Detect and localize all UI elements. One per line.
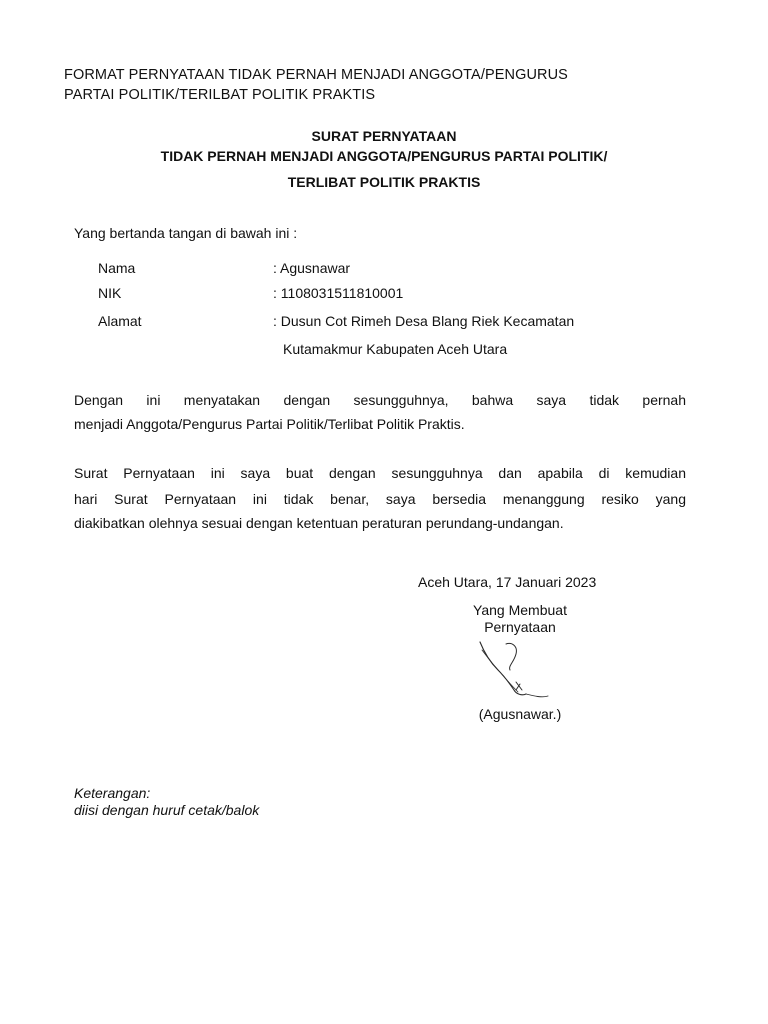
paragraph-2-line-3: diakibatkan olehnya sesuai dengan ketentuan peraturan perundang-undangan. xyxy=(74,515,564,531)
title-line-3: TERLIBAT POLITIK PRAKTIS xyxy=(287,174,481,190)
title-line-2: TIDAK PERNAH MENJADI ANGGOTA/PENGURUS PARTAI POLITIK/ xyxy=(160,148,608,164)
paragraph-1-line-1: Dengan ini menyatakan dengan sesungguhnya, bahwa saya tidak pernah xyxy=(74,392,686,408)
format-heading-line-2: PARTAI POLITIK/TERILBAT POLITIK PRAKTIS xyxy=(64,87,376,103)
format-heading-line-1: FORMAT PERNYATAAN TIDAK PERNAH MENJADI ANGGOTA/PENGURUS xyxy=(64,67,568,83)
title-line-1: SURAT PERNYATAAN xyxy=(311,128,457,144)
note-text: diisi dengan huruf cetak/balok xyxy=(74,802,260,818)
maker-line-1: Yang Membuat xyxy=(473,602,567,618)
address-value-line-2: Kutamakmur Kabupaten Aceh Utara xyxy=(283,341,508,357)
address-value-line-1: : Dusun Cot Rimeh Desa Blang Riek Kecamatan xyxy=(273,313,575,329)
maker-line-2: Pernyataan xyxy=(484,619,556,635)
note-label: Keterangan: xyxy=(74,785,151,801)
nik-value: : 1108031511810001 xyxy=(273,285,404,301)
paragraph-1-line-2: menjadi Anggota/Pengurus Partai Politik/Terlibat Politik Praktis. xyxy=(74,416,465,432)
place-date: Aceh Utara, 17 Januari 2023 xyxy=(418,574,597,590)
handwritten-signature xyxy=(470,636,560,706)
address-label: Alamat xyxy=(98,313,142,329)
nik-label: NIK xyxy=(98,285,122,301)
paragraph-2-line-1: Surat Pernyataan ini saya buat dengan sesungguhnya dan apabila di kemudian xyxy=(74,465,686,481)
intro-text: Yang bertanda tangan di bawah ini : xyxy=(74,225,298,241)
name-value: : Agusnawar xyxy=(273,260,351,276)
signer-name: (Agusnawar.) xyxy=(478,706,562,722)
name-label: Nama xyxy=(98,260,136,276)
paragraph-2-line-2: hari Surat Pernyataan ini tidak benar, saya bersedia menanggung resiko yang xyxy=(74,491,686,507)
